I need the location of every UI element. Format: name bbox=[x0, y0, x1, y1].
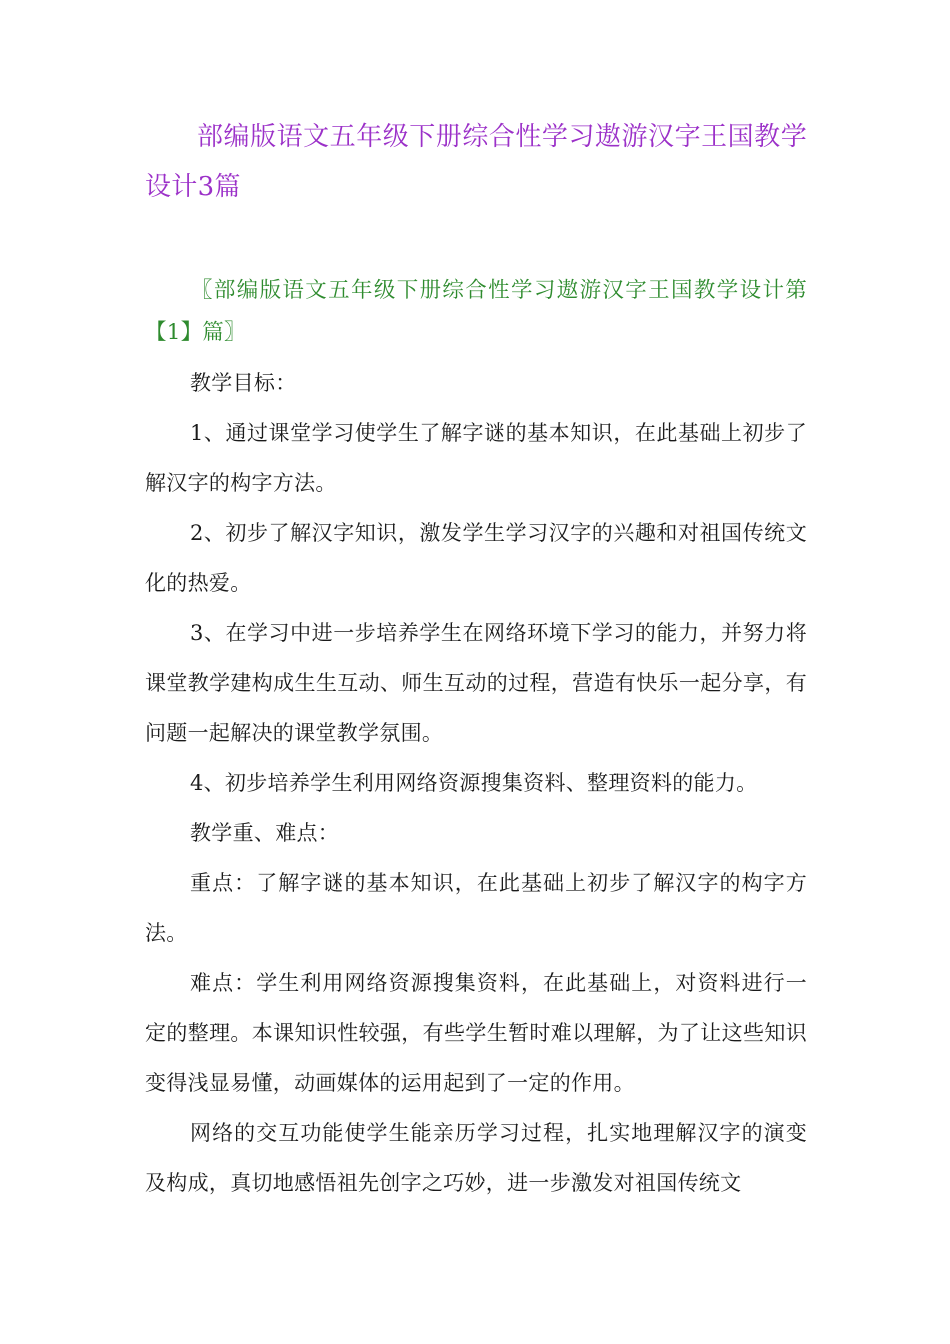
paragraph-key-point: 重点：了解字谜的基本知识，在此基础上初步了解汉字的构字方法。 bbox=[145, 871, 807, 945]
paragraph-goal-4: 4、初步培养学生利用网络资源搜集资料、整理资料的能力。 bbox=[190, 771, 758, 795]
section-heading: 〖部编版语文五年级下册综合性学习遨游汉字王国教学设计第【1】篇〗 bbox=[145, 278, 807, 345]
paragraph-key-points-heading: 教学重、难点： bbox=[190, 821, 340, 845]
document-title: 部编版语文五年级下册综合性学习遨游汉字王国教学设计3篇 bbox=[145, 122, 807, 202]
paragraph-goal-1: 1、通过课堂学习使学生了解字谜的基本知识，在此基础上初步了解汉字的构字方法。 bbox=[145, 421, 807, 495]
paragraph-difficulty: 难点：学生利用网络资源搜集资料，在此基础上，对资料进行一定的整理。本课知识性较强，有些学生暂时难以理解，为了让这些知识变得浅显易懂，动画媒体的运用起到了一定的作用。 bbox=[145, 971, 807, 1095]
paragraph-network-interaction: 网络的交互功能使学生能亲历学习过程，扎实地理解汉字的演变及构成，真切地感悟祖先创字之巧妙，进一步激发对祖国传统文 bbox=[145, 1121, 807, 1195]
paragraph-goal-2: 2、初步了解汉字知识，激发学生学习汉字的兴趣和对祖国传统文化的热爱。 bbox=[145, 521, 807, 595]
paragraph-teaching-goals-heading: 教学目标： bbox=[190, 371, 297, 395]
paragraph-goal-3: 3、在学习中进一步培养学生在网络环境下学习的能力，并努力将课堂教学建构成生生互动、师生互动的过程，营造有快乐一起分享，有问题一起解决的课堂教学氛围。 bbox=[145, 621, 807, 745]
document-body bbox=[145, 112, 807, 1208]
